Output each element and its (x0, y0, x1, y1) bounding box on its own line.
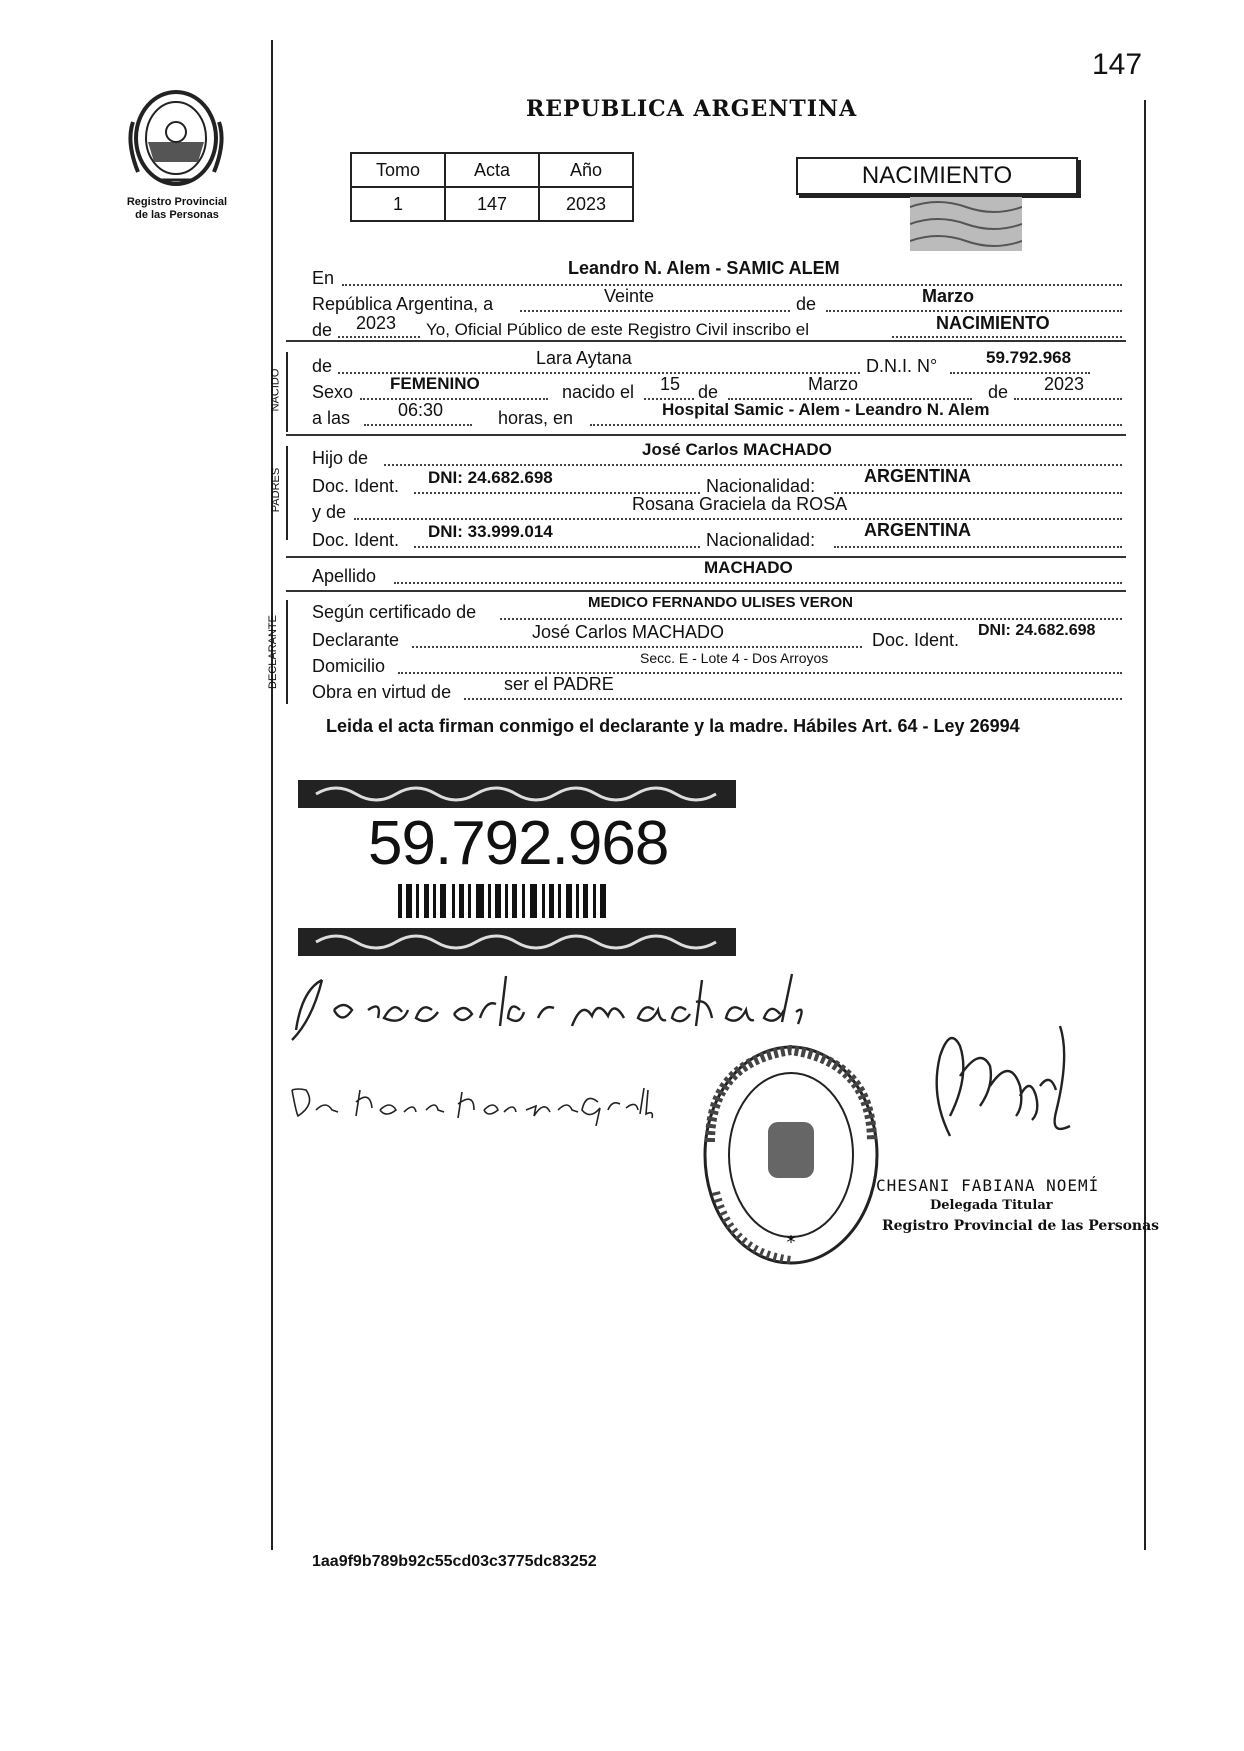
declarante-name: José Carlos MACHADO (532, 622, 725, 642)
nacido-de-label: de (312, 356, 333, 376)
de-label: de (796, 294, 817, 314)
section-bracket (286, 446, 288, 540)
en-label: En (312, 268, 335, 288)
declarante-doc-label: Doc. Ident. (872, 630, 960, 650)
child-dni: 59.792.968 (986, 348, 1072, 367)
barcode-number: 59.792.968 (368, 809, 669, 878)
father-nat-label: Nacionalidad: (706, 476, 816, 496)
dotted-line (892, 336, 1122, 338)
act-type-box: NACIMIENTO (796, 157, 1078, 195)
register-value-tomo: 1 (351, 187, 445, 221)
birth-day: 15 (660, 374, 681, 394)
declarante-label: Declarante (312, 630, 400, 650)
dotted-line (412, 646, 862, 648)
dotted-line (464, 698, 1122, 700)
obra-label: Obra en virtud de (312, 682, 452, 702)
sexo-label: Sexo (312, 382, 354, 402)
dotted-line (394, 582, 1122, 584)
dotted-line (500, 618, 1122, 620)
logo-caption (112, 196, 242, 222)
dotted-line (364, 424, 472, 426)
dni-label: D.N.I. N° (866, 356, 938, 376)
logo-caption-line1: Registro Provincial (126, 196, 228, 208)
official-signature (920, 1016, 1080, 1156)
birth-time: 06:30 (398, 400, 444, 420)
declarante-doc: DNI: 24.682.698 (978, 622, 1096, 639)
logo-caption-line2: de las Personas (135, 209, 219, 221)
republica-label: República Argentina, a (312, 294, 494, 314)
place-value: Leandro N. Alem - SAMIC ALEM (568, 258, 840, 278)
document-title: REPUBLICA ARGENTINA (526, 96, 858, 122)
domicilio-value: Secc. E - Lote 4 - Dos Arroyos (640, 650, 829, 666)
register-header-acta: Acta (445, 153, 539, 187)
dotted-line (834, 546, 1122, 548)
divider (286, 434, 1126, 436)
a-las-label: a las (312, 408, 351, 428)
mother-doc: DNI: 33.999.014 (428, 522, 553, 541)
section-bracket (286, 600, 288, 704)
register-header-anio: Año (539, 153, 633, 187)
father-doc: DNI: 24.682.698 (428, 468, 553, 487)
y-de-label: y de (312, 502, 347, 522)
dotted-line (384, 464, 1122, 466)
cert-label: Según certificado de (312, 602, 477, 622)
yo-text: Yo, Oficial Público de este Registro Civil inscribo el (426, 320, 809, 339)
cert-value: MEDICO FERNANDO ULISES VERON (588, 594, 854, 611)
apellido-value: MACHADO (704, 558, 793, 577)
svg-text:*: * (786, 1232, 796, 1253)
de-label-2: de (698, 382, 719, 402)
type-value: NACIMIENTO (936, 313, 1050, 333)
dotted-line (360, 398, 548, 400)
mother-name: Rosana Graciela da ROSA (632, 494, 848, 514)
dotted-line (834, 492, 1122, 494)
de-label-3: de (988, 382, 1009, 402)
register-table (350, 152, 634, 222)
register-header-row (351, 153, 633, 187)
section-label-padres: PADRES (270, 467, 283, 513)
horas-label: horas, en (498, 408, 574, 428)
mother-nationality: ARGENTINA (864, 520, 971, 540)
birth-place: Hospital Samic - Alem - Leandro N. Alem (662, 400, 990, 419)
dotted-line (414, 546, 700, 548)
register-value-anio: 2023 (539, 187, 633, 221)
obra-value: ser el PADRE (504, 674, 614, 694)
child-name: Lara Aytana (536, 348, 632, 368)
dotted-line (826, 310, 1122, 312)
official-role: Delegada Titular (930, 1198, 1053, 1213)
dotted-line (1014, 398, 1122, 400)
dotted-line (338, 336, 420, 338)
official-name: CHESANI FABIANA NOEMÍ (876, 1176, 1100, 1195)
hijo-de-label: Hijo de (312, 448, 369, 468)
left-margin-line (271, 40, 273, 1550)
sexo-value: FEMENINO (390, 374, 480, 393)
official-org: Registro Provincial de las Personas (882, 1218, 1160, 1234)
document-hash: 1aa9f9b789b92c55cd03c3775dc83252 (312, 1553, 597, 1570)
birth-month: Marzo (808, 374, 859, 394)
dotted-line (520, 310, 790, 312)
registry-seal (700, 1042, 882, 1268)
mother-nat-label: Nacionalidad: (706, 530, 816, 550)
father-doc-label: Doc. Ident. (312, 476, 400, 496)
section-bracket (286, 352, 288, 432)
father-signature (282, 970, 810, 1048)
divider (286, 590, 1126, 592)
domicilio-label: Domicilio (312, 656, 386, 676)
father-nationality: ARGENTINA (864, 466, 971, 486)
register-value-acta: 147 (445, 187, 539, 221)
apellido-label: Apellido (312, 566, 377, 586)
day-value: Veinte (604, 286, 655, 306)
section-label-declarante: DECLARANTE (266, 615, 279, 689)
dotted-line (590, 424, 1122, 426)
dotted-line (354, 518, 1122, 520)
de-label: de (312, 320, 333, 340)
nacido-el-label: nacido el (562, 382, 635, 402)
right-margin-line (1144, 100, 1146, 1550)
register-header-tomo: Tomo (351, 153, 445, 187)
mother-signature (286, 1082, 658, 1126)
section-label-nacido: NACIDO (269, 368, 282, 412)
month-value: Marzo (922, 286, 975, 306)
father-name: José Carlos MACHADO (642, 440, 832, 459)
register-value-row (351, 187, 633, 221)
page-number: 147 (1092, 48, 1143, 81)
security-stamp (910, 197, 1022, 251)
year-value: 2023 (356, 313, 397, 333)
mother-doc-label: Doc. Ident. (312, 530, 400, 550)
dotted-line (342, 284, 1122, 286)
divider (286, 340, 1126, 342)
closing-note: Leida el acta firman conmigo el declarante y la madre. Hábiles Art. 64 - Ley 26994 (326, 716, 1020, 736)
birth-year: 2023 (1044, 374, 1085, 394)
provincial-seal-logo (118, 82, 234, 194)
